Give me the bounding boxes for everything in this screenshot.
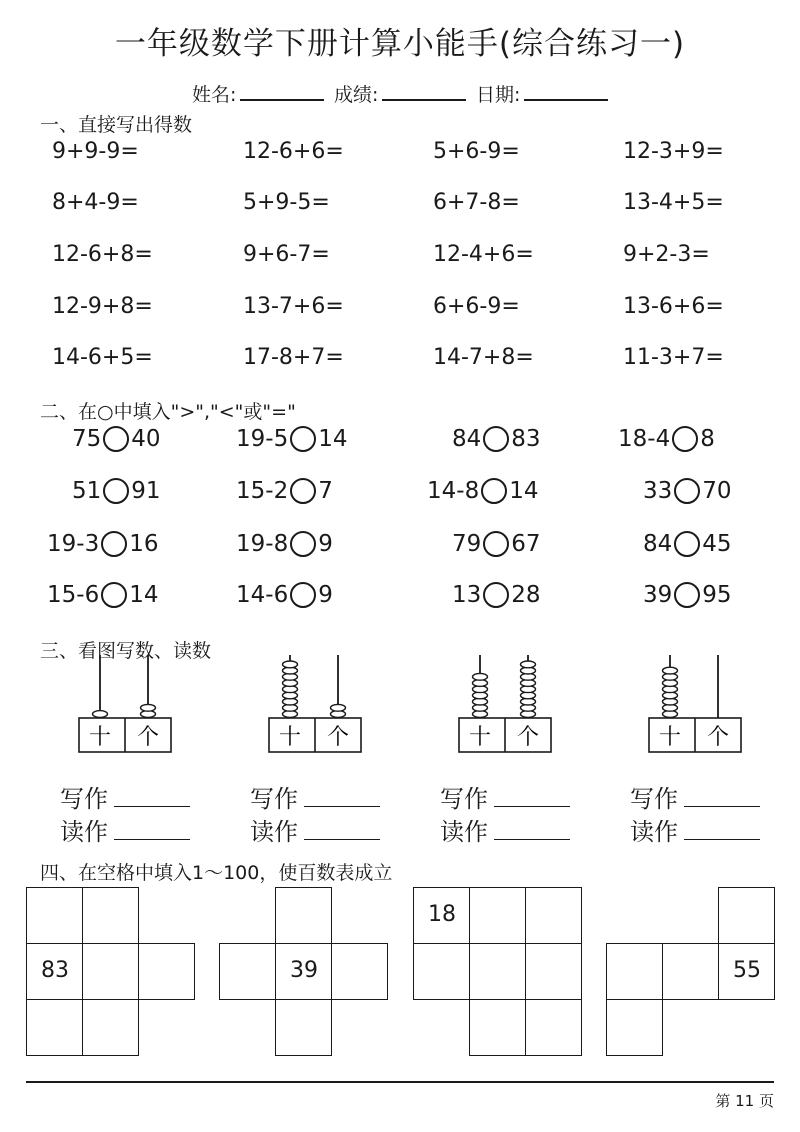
grid-cell-given bbox=[413, 887, 470, 944]
comparison-item bbox=[47, 582, 158, 608]
write-as bbox=[440, 779, 570, 814]
arithmetic-problem[interactable]: 14-7+8= bbox=[433, 345, 534, 370]
comparison-item bbox=[236, 531, 333, 557]
comparison-right: 16 bbox=[129, 531, 159, 557]
grid-cell-given bbox=[718, 943, 775, 1000]
comparison-item bbox=[47, 531, 158, 557]
arithmetic-problem[interactable]: 12-4+6= bbox=[433, 242, 534, 267]
page-title: 一年级数学下册计算小能手(综合练习一) bbox=[114, 26, 686, 62]
section1-heading: 一、直接写出得数 bbox=[40, 114, 193, 136]
arithmetic-problem[interactable]: 5+6-9= bbox=[433, 139, 520, 164]
comparison-item bbox=[452, 582, 541, 608]
grid-cell-blank[interactable] bbox=[82, 999, 139, 1056]
answer-circle[interactable] bbox=[674, 531, 700, 557]
answer-circle[interactable] bbox=[483, 531, 509, 557]
write-as bbox=[250, 779, 380, 814]
read-as bbox=[250, 812, 380, 847]
write-blank[interactable] bbox=[494, 788, 570, 807]
read-as bbox=[630, 812, 760, 847]
tens-bead bbox=[473, 673, 488, 680]
answer-circle[interactable] bbox=[483, 426, 509, 452]
comparison-left: 84 bbox=[452, 426, 482, 452]
comparison-left: 33 bbox=[643, 478, 673, 504]
write-label: 写作 bbox=[630, 785, 678, 813]
arithmetic-problem[interactable]: 12-6+8= bbox=[52, 242, 153, 267]
grid-cell-blank[interactable] bbox=[138, 943, 195, 1000]
read-blank[interactable] bbox=[114, 821, 190, 840]
abacus-drawing bbox=[268, 650, 362, 755]
arithmetic-problem[interactable]: 6+6-9= bbox=[433, 294, 520, 319]
grid-cell-blank[interactable] bbox=[606, 999, 663, 1056]
comparison-right: 14 bbox=[318, 426, 348, 452]
arithmetic-problem[interactable]: 12-3+9= bbox=[623, 139, 724, 164]
answer-circle[interactable] bbox=[481, 478, 507, 504]
grid-cell-blank[interactable] bbox=[413, 943, 470, 1000]
write-as bbox=[60, 779, 190, 814]
given-number: 18 bbox=[428, 902, 456, 927]
read-as bbox=[440, 812, 570, 847]
answer-circle[interactable] bbox=[101, 582, 127, 608]
comparison-right: 14 bbox=[509, 478, 539, 504]
comparison-left: 19-3 bbox=[47, 531, 100, 557]
comparison-right: 67 bbox=[511, 531, 541, 557]
tens-label: 十 bbox=[88, 725, 112, 750]
answer-circle[interactable] bbox=[674, 582, 700, 608]
arithmetic-problem[interactable]: 8+4-9= bbox=[52, 190, 139, 215]
section2-heading: 二、在○中填入">","<"或"=" bbox=[40, 401, 296, 423]
comparison-left: 51 bbox=[72, 478, 102, 504]
answer-circle[interactable] bbox=[483, 582, 509, 608]
score-blank[interactable] bbox=[382, 83, 466, 101]
grid-cell-blank[interactable] bbox=[26, 999, 83, 1056]
name-label: 姓名: bbox=[192, 84, 237, 106]
grid-cell-blank[interactable] bbox=[26, 887, 83, 944]
comparison-right: 95 bbox=[702, 582, 732, 608]
abacus-drawing bbox=[648, 650, 742, 755]
tens-bead bbox=[93, 711, 108, 718]
comparison-left: 18-4 bbox=[618, 426, 671, 452]
comparison-right: 45 bbox=[702, 531, 732, 557]
name-field bbox=[192, 80, 324, 107]
grid-cell-blank[interactable] bbox=[662, 943, 719, 1000]
comparison-left: 14-8 bbox=[427, 478, 480, 504]
ones-label: 个 bbox=[516, 725, 540, 750]
comparison-item bbox=[643, 531, 732, 557]
arithmetic-problem[interactable]: 12-9+8= bbox=[52, 294, 153, 319]
tens-bead bbox=[663, 667, 678, 674]
comparison-left: 19-8 bbox=[236, 531, 289, 557]
grid-cell-blank[interactable] bbox=[275, 999, 332, 1056]
tens-label: 十 bbox=[468, 725, 492, 750]
grid-cell-blank[interactable] bbox=[275, 887, 332, 944]
comparison-left: 19-5 bbox=[236, 426, 289, 452]
arithmetic-problem[interactable]: 11-3+7= bbox=[623, 345, 724, 370]
comparison-left: 15-2 bbox=[236, 478, 289, 504]
comparison-right: 9 bbox=[318, 531, 333, 557]
score-field bbox=[334, 80, 466, 107]
grid-cell-blank[interactable] bbox=[82, 887, 139, 944]
date-field bbox=[476, 80, 608, 107]
comparison-left: 13 bbox=[452, 582, 482, 608]
ones-label: 个 bbox=[326, 725, 350, 750]
arithmetic-problem[interactable]: 13-7+6= bbox=[243, 294, 344, 319]
comparison-right: 14 bbox=[129, 582, 159, 608]
comparison-right: 40 bbox=[131, 426, 161, 452]
read-label: 读作 bbox=[630, 818, 678, 846]
arithmetic-problem[interactable]: 5+9-5= bbox=[243, 190, 330, 215]
answer-circle[interactable] bbox=[103, 478, 129, 504]
write-blank[interactable] bbox=[684, 788, 760, 807]
comparison-item bbox=[618, 426, 715, 452]
write-label: 写作 bbox=[440, 785, 488, 813]
date-label: 日期: bbox=[476, 84, 521, 106]
grid-cell-blank[interactable] bbox=[718, 887, 775, 944]
given-number: 39 bbox=[290, 958, 318, 983]
score-label: 成绩: bbox=[334, 84, 379, 106]
arithmetic-problem[interactable]: 6+7-8= bbox=[433, 190, 520, 215]
write-label: 写作 bbox=[60, 785, 108, 813]
grid-cell-blank[interactable] bbox=[606, 943, 663, 1000]
answer-circle[interactable] bbox=[290, 426, 316, 452]
answer-circle[interactable] bbox=[290, 582, 316, 608]
footer-divider bbox=[26, 1081, 774, 1083]
ones-label: 个 bbox=[706, 725, 730, 750]
grid-cell-blank[interactable] bbox=[525, 999, 582, 1056]
grid-cell-blank[interactable] bbox=[469, 999, 526, 1056]
comparison-left: 79 bbox=[452, 531, 482, 557]
write-blank[interactable] bbox=[114, 788, 190, 807]
arithmetic-problem[interactable]: 12-6+6= bbox=[243, 139, 344, 164]
ones-label: 个 bbox=[136, 725, 160, 750]
comparison-left: 14-6 bbox=[236, 582, 289, 608]
comparison-item bbox=[236, 426, 347, 452]
comparison-right: 70 bbox=[702, 478, 732, 504]
arithmetic-problem[interactable]: 13-4+5= bbox=[623, 190, 724, 215]
date-blank[interactable] bbox=[524, 83, 608, 101]
comparison-item bbox=[643, 582, 732, 608]
abacus-drawing bbox=[78, 650, 172, 755]
grid-cell-given bbox=[275, 943, 332, 1000]
read-blank[interactable] bbox=[494, 821, 570, 840]
grid-cell-blank[interactable] bbox=[469, 943, 526, 1000]
write-blank[interactable] bbox=[304, 788, 380, 807]
comparison-left: 84 bbox=[643, 531, 673, 557]
comparison-left: 39 bbox=[643, 582, 673, 608]
answer-circle[interactable] bbox=[674, 478, 700, 504]
read-label: 读作 bbox=[250, 818, 298, 846]
ones-bead bbox=[141, 704, 156, 711]
answer-circle[interactable] bbox=[290, 531, 316, 557]
comparison-right: 7 bbox=[318, 478, 333, 504]
grid-cell-blank[interactable] bbox=[469, 887, 526, 944]
abacus bbox=[648, 650, 742, 755]
comparison-item bbox=[236, 478, 333, 504]
grid-cell-given bbox=[26, 943, 83, 1000]
arithmetic-problem[interactable]: 9+9-9= bbox=[52, 139, 139, 164]
comparison-right: 28 bbox=[511, 582, 541, 608]
tens-label: 十 bbox=[278, 725, 302, 750]
comparison-item bbox=[452, 531, 541, 557]
write-label: 写作 bbox=[250, 785, 298, 813]
comparison-right: 9 bbox=[318, 582, 333, 608]
section3-heading: 三、看图写数、读数 bbox=[40, 640, 212, 662]
grid-cell-blank[interactable] bbox=[219, 943, 276, 1000]
tens-bead bbox=[283, 661, 298, 668]
read-blank[interactable] bbox=[684, 821, 760, 840]
abacus bbox=[268, 650, 362, 755]
comparison-left: 75 bbox=[72, 426, 102, 452]
arithmetic-problem[interactable]: 17-8+7= bbox=[243, 345, 344, 370]
answer-circle[interactable] bbox=[290, 478, 316, 504]
page-number: 第 11 页 bbox=[715, 1092, 774, 1110]
arithmetic-problem[interactable]: 14-6+5= bbox=[52, 345, 153, 370]
grid-cell-blank[interactable] bbox=[525, 887, 582, 944]
arithmetic-problem[interactable]: 9+6-7= bbox=[243, 242, 330, 267]
read-blank[interactable] bbox=[304, 821, 380, 840]
comparison-right: 83 bbox=[511, 426, 541, 452]
comparison-item bbox=[643, 478, 732, 504]
name-blank[interactable] bbox=[240, 83, 324, 101]
comparison-item bbox=[427, 478, 538, 504]
tens-label: 十 bbox=[658, 725, 682, 750]
abacus bbox=[78, 650, 172, 755]
section4-heading: 四、在空格中填入1～100，使百数表成立 bbox=[40, 862, 393, 884]
grid-cell-blank[interactable] bbox=[525, 943, 582, 1000]
grid-cell-blank[interactable] bbox=[331, 943, 388, 1000]
comparison-item bbox=[452, 426, 541, 452]
read-label: 读作 bbox=[440, 818, 488, 846]
ones-bead bbox=[521, 661, 536, 668]
abacus bbox=[458, 650, 552, 755]
comparison-right: 8 bbox=[700, 426, 715, 452]
answer-circle[interactable] bbox=[103, 426, 129, 452]
comparison-item bbox=[72, 426, 161, 452]
read-label: 读作 bbox=[60, 818, 108, 846]
answer-circle[interactable] bbox=[101, 531, 127, 557]
comparison-right: 91 bbox=[131, 478, 161, 504]
answer-circle[interactable] bbox=[672, 426, 698, 452]
arithmetic-problem[interactable]: 13-6+6= bbox=[623, 294, 724, 319]
read-as bbox=[60, 812, 190, 847]
given-number: 55 bbox=[733, 958, 761, 983]
abacus-drawing bbox=[458, 650, 552, 755]
grid-cell-blank[interactable] bbox=[82, 943, 139, 1000]
ones-bead bbox=[331, 704, 346, 711]
comparison-item bbox=[236, 582, 333, 608]
comparison-item bbox=[72, 478, 161, 504]
write-as bbox=[630, 779, 760, 814]
given-number: 83 bbox=[41, 958, 69, 983]
arithmetic-problem[interactable]: 9+2-3= bbox=[623, 242, 710, 267]
comparison-left: 15-6 bbox=[47, 582, 100, 608]
